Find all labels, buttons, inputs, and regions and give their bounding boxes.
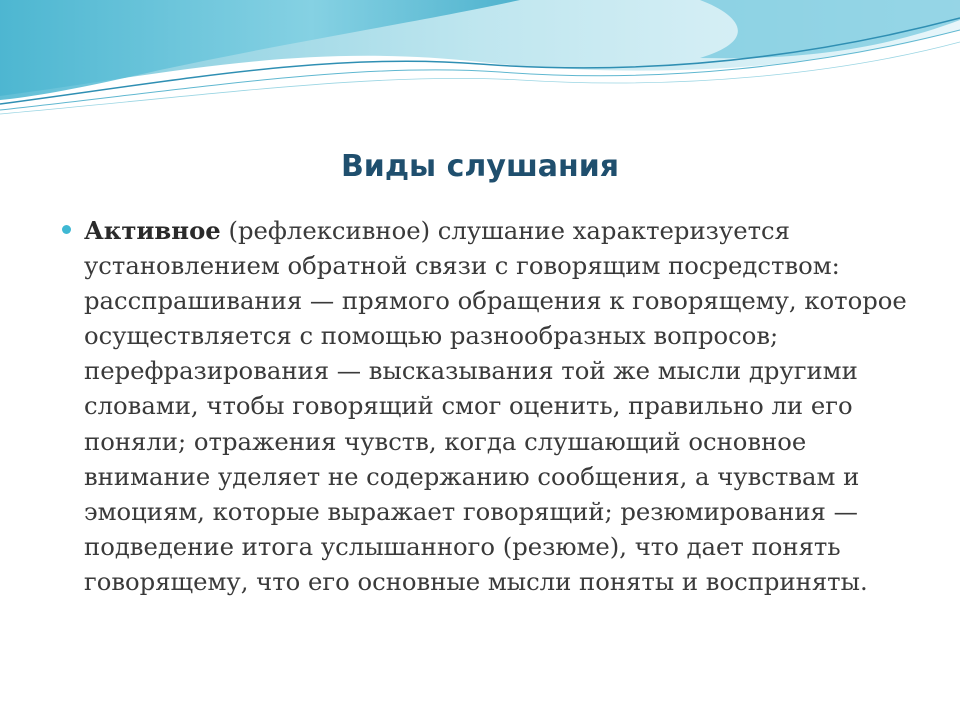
wave-header-decoration <box>0 0 960 120</box>
bullet-item <box>60 213 930 599</box>
bullet-list <box>60 213 930 663</box>
bullet-text <box>84 213 930 599</box>
bullet-term: Активное <box>84 216 221 245</box>
bullet-dot-icon <box>62 225 71 234</box>
bullet-body: (рефлексивное) слушание характеризуется установлением обратной связи с говорящим посредством: расспрашивания — прямого обращения к говорящему, которое осуществляется с помощью разнообразных вопросов; перефразирования — высказывания той же мысли другими словами, чтобы говорящий смог оценить, правильно ли его поняли; отражения чувств, когда слушающий основное внимание уделяет не содержанию сообщения, а чувствам и эмоциям, которые выражает говорящий; резюмирования — подведение итога услышанного (резюме), что дает понять говорящему, что его основные мысли поняты и восприняты. <box>84 216 907 596</box>
wave-right <box>700 0 960 58</box>
slide-title: Виды слушания <box>340 149 620 184</box>
